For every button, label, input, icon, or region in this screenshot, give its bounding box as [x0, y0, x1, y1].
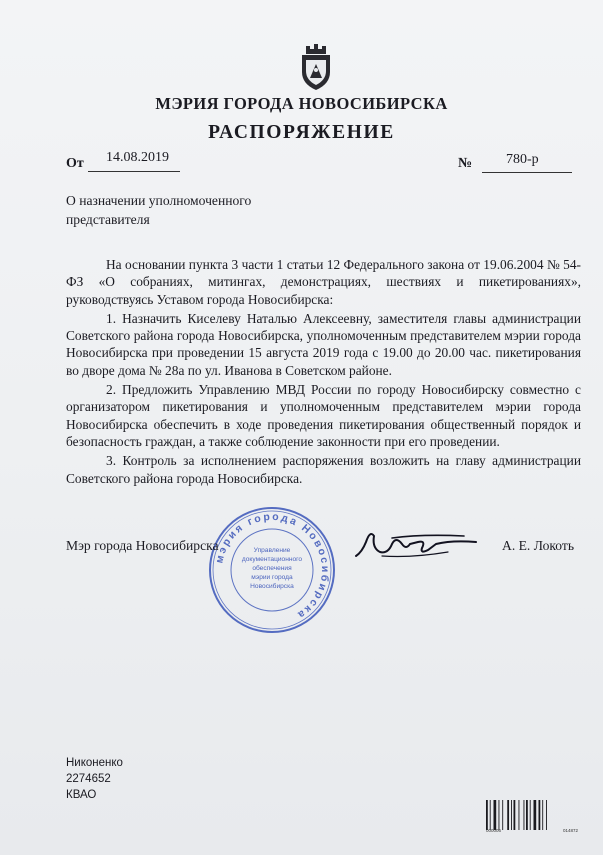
- executor-phone: 2274652: [66, 773, 111, 785]
- document-type-title: РАСПОРЯЖЕНИЕ: [208, 122, 395, 143]
- barcode-bar: [514, 800, 516, 830]
- stamp-line-3: обеспечения: [252, 565, 292, 572]
- barcode-bar: [519, 800, 520, 830]
- city-coat-of-arms-icon: [296, 40, 336, 92]
- signatory-role: Мэр города Новосибирска: [66, 538, 219, 553]
- barcode-right-code: 014872: [562, 828, 578, 833]
- barcode-bar: [526, 800, 528, 830]
- executor-name: Никоненко: [66, 757, 123, 769]
- stamp-ring-text: мэрия города Новосибирска: [213, 510, 332, 622]
- clause-2: 2. Предложить Управлению МВД России по городу Новосибирску совместно с организатором пикетирования и уполномоченным представителем мэрии города Новосибирска обеспечить в ходе проведения пикетирования общественный порядок и безопасность граждан, а также соблюдение законности при его проведении.: [66, 382, 581, 449]
- barcode-bar: [502, 800, 503, 830]
- barcode-bar: [486, 800, 488, 830]
- document-subject: О назначении уполномоченного представителя: [66, 193, 252, 227]
- executor-department: КВАО: [66, 789, 97, 801]
- stamp-line-4: мэрии города: [251, 574, 293, 581]
- number-label: №: [458, 156, 473, 171]
- barcode-numbers: [486, 828, 578, 833]
- signatory-name: А. Е. Локоть: [502, 538, 575, 553]
- barcode-bar: [490, 800, 491, 830]
- preamble-paragraph: На основании пункта 3 части 1 статьи 12 Федерального закона от 19.06.2004 № 54-ФЗ «О собраниях, митингах, демонстрациях, шествиях и пикетированиях», руководствуясь Уставом города Новосибирска:: [66, 257, 581, 307]
- date-label: От: [66, 156, 84, 171]
- document-body: [66, 256, 581, 489]
- organization-title: МЭРИЯ ГОРОДА НОВОСИБИРСКА: [155, 94, 448, 113]
- barcode-bar: [534, 800, 537, 830]
- handwritten-signature: [352, 522, 482, 562]
- clause-3: 3. Контроль за исполнением распоряжения возложить на главу администрации Советского района города Новосибирска.: [66, 453, 581, 486]
- clause-1: 1. Назначить Киселеву Наталью Алексеевну, заместителя главы администрации Советского района города Новосибирска, уполномоченным представителем мэрии города Новосибирска при проведении 15 августа 2019 года с 19.00 до 20.00 час. пикетирования во дворе дома № 28а по ул. Иванова в Советском районе.: [66, 310, 581, 378]
- barcode-bar: [542, 800, 543, 830]
- document-date: 14.08.2019: [106, 150, 169, 165]
- document-number: 780-р: [506, 152, 539, 167]
- barcode-bar: [524, 800, 525, 830]
- stamp-line-5: Новосибирска: [250, 583, 294, 590]
- barcode-left-code: 000006: [486, 828, 502, 833]
- barcode-bar: [530, 800, 531, 830]
- date-underline: [88, 171, 180, 172]
- barcode-bar: [546, 800, 547, 830]
- barcode-bar: [539, 800, 541, 830]
- barcode-bar: [494, 800, 497, 830]
- barcode-bar: [499, 800, 500, 830]
- stamp-line-1: Управление: [253, 547, 291, 554]
- stamp-line-2: документационного: [241, 556, 303, 563]
- official-stamp: [206, 504, 338, 636]
- barcode-bar: [511, 800, 512, 830]
- executor-block: [66, 755, 123, 803]
- number-underline: [482, 172, 572, 173]
- barcode-bar: [507, 800, 509, 830]
